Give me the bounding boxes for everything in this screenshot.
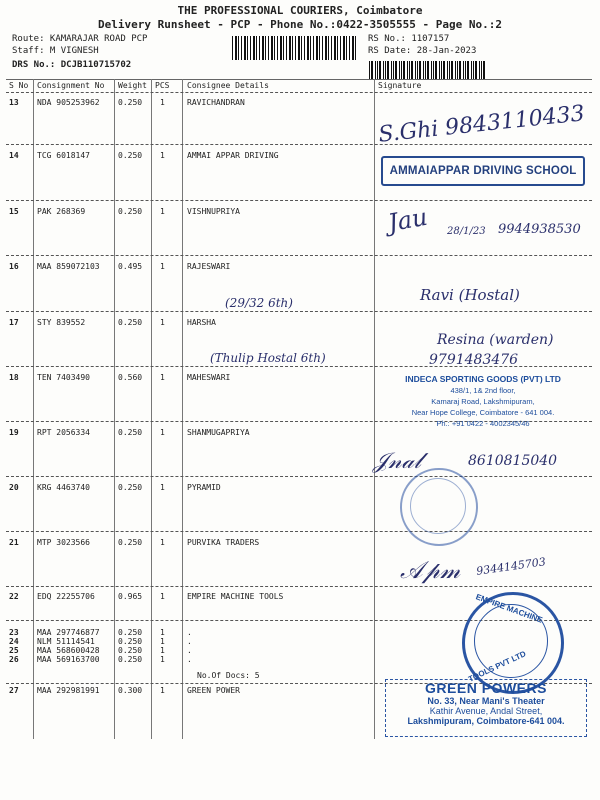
runsheet-subtitle: Delivery Runsheet - PCP - Phone No.:0422-3505555 - Page No.:2	[98, 18, 502, 31]
row-sno: 23	[9, 628, 19, 637]
row-weight: 0.495	[118, 262, 143, 271]
empire-seal-text-side: TOOLS PVT LTD	[467, 649, 528, 684]
phone-row-15: 9944938530	[498, 222, 581, 237]
col-divider	[33, 79, 34, 739]
row-consignment-no: NLM 51114541	[37, 637, 95, 646]
row-sno: 22	[9, 592, 19, 601]
phone-row-19: 8610815040	[468, 453, 558, 469]
row-consignment-no: NDA 905253962	[37, 98, 100, 107]
row-consignee: .	[187, 637, 192, 646]
row-pcs: 1	[160, 628, 165, 637]
col-header-signature: Signature	[378, 81, 422, 90]
row-consignee: PYRAMID	[187, 483, 221, 492]
drs-number: DRS No.: DCJB110715702	[12, 60, 132, 70]
row-separator	[6, 476, 592, 477]
row-separator	[6, 311, 592, 312]
green-powers-address-2: Kathir Avenue, Andal Street,	[429, 706, 543, 716]
date-row-15: 28/1/23	[447, 226, 486, 237]
row-consignee: PURVIKA TRADERS	[187, 538, 260, 547]
row-weight: 0.250	[118, 151, 143, 160]
row-weight: 0.250	[118, 428, 143, 437]
row-pcs: 1	[160, 686, 165, 695]
row-consignment-no: MAA 568600428	[37, 646, 100, 655]
indeca-stamp	[373, 374, 593, 429]
row-consignee: .	[187, 628, 192, 637]
barcode	[232, 36, 357, 60]
row-consignee: AMMAI APPAR DRIVING	[187, 151, 279, 160]
note-row-16: (29/32 6th)	[225, 296, 293, 310]
row-consignee: EMPIRE MACHINE TOOLS	[187, 592, 284, 601]
row-weight: 0.250	[118, 628, 143, 637]
row-pcs: 1	[160, 483, 165, 492]
row-consignment-no: TCG 6018147	[37, 151, 90, 160]
phone-row-17: 9791483476	[429, 352, 519, 368]
col-header-consignment: Consignment No	[37, 81, 105, 90]
row-consignment-no: MAA 569163700	[37, 655, 100, 664]
signature-row-15: Jau	[385, 202, 430, 238]
note-row-17: (Thulip Hostal 6th)	[210, 351, 326, 365]
row-sno: 16	[9, 262, 19, 271]
row-weight: 0.250	[118, 483, 143, 492]
row-consignment-no: EDQ 22255706	[37, 592, 95, 601]
row-weight: 0.250	[118, 538, 143, 547]
row-weight: 0.250	[118, 637, 143, 646]
signature-row-17: Resina (warden)	[437, 332, 554, 348]
row-separator	[6, 255, 592, 256]
indeca-address-2: Kamaraj Road, Lakshmipuram,	[431, 397, 535, 406]
row-separator	[6, 586, 592, 587]
col-header-pcs: PCS	[155, 81, 170, 90]
col-divider	[114, 79, 115, 739]
col-header-sno: S No	[9, 81, 29, 90]
signature-row-21-scrawl: 𝒜𝓅𝓂	[400, 556, 461, 584]
row-separator	[6, 200, 592, 201]
row-consignment-no: MAA 292981991	[37, 686, 100, 695]
row-sno: 13	[9, 98, 19, 107]
row-consignment-no: RPT 2056334	[37, 428, 90, 437]
green-powers-name: GREEN POWERS	[425, 680, 547, 696]
row-consignment-no: MAA 859072103	[37, 262, 100, 271]
barcode-small	[369, 61, 487, 79]
row-sno: 26	[9, 655, 19, 664]
row-weight: 0.250	[118, 646, 143, 655]
row-consignee: .	[187, 655, 192, 664]
green-powers-stamp	[385, 679, 587, 737]
indeca-address-3: Near Hope College, Coimbatore - 641 004.	[411, 408, 555, 417]
row-consignment-no: PAK 268369	[37, 207, 86, 216]
row-pcs: 1	[160, 538, 165, 547]
row-weight: 0.250	[118, 98, 143, 107]
row-separator	[6, 144, 592, 145]
row-sno: 19	[9, 428, 19, 437]
indeca-name: INDECA SPORTING GOODS (PVT) LTD	[405, 374, 561, 384]
row-consignment-no: MTP 3023566	[37, 538, 90, 547]
no-of-docs: No.Of Docs: 5	[197, 671, 260, 680]
green-powers-address-3: Lakshmipuram, Coimbatore-641 004.	[407, 716, 565, 726]
row-consignee: GREEN POWER	[187, 686, 240, 695]
indeca-address-1: 438/1, 1& 2nd floor,	[450, 386, 516, 395]
ammaiappar-stamp: AMMAIAPPAR DRIVING SCHOOL	[381, 156, 585, 186]
empire-seal-text-top: EMPIRE MACHINE	[474, 592, 544, 625]
row-sno: 15	[9, 207, 19, 216]
row-pcs: 1	[160, 151, 165, 160]
row-pcs: 1	[160, 318, 165, 327]
row-consignee: MAHESWARI	[187, 373, 231, 382]
row-separator	[6, 92, 592, 93]
circular-stamp-inner	[410, 478, 466, 534]
row-weight: 0.300	[118, 686, 143, 695]
row-weight: 0.965	[118, 592, 143, 601]
row-sno: 25	[9, 646, 19, 655]
col-header-consignee: Consignee Details	[187, 81, 269, 90]
row-consignee: HARSHA	[187, 318, 216, 327]
col-divider	[151, 79, 152, 739]
row-weight: 0.250	[118, 318, 143, 327]
row-sno: 20	[9, 483, 19, 492]
row-separator	[6, 531, 592, 532]
col-header-weight: Weight	[118, 81, 147, 90]
signature-row-19-scrawl: 𝒥𝓃𝒶𝓁	[373, 449, 422, 474]
row-consignment-no: MAA 297746877	[37, 628, 100, 637]
row-weight: 0.250	[118, 207, 143, 216]
row-pcs: 1	[160, 428, 165, 437]
phone-row-21: 9344145703	[475, 555, 547, 578]
rs-number: RS No.: 1107157	[368, 34, 450, 44]
route-label: Route: KAMARAJAR ROAD PCP	[12, 34, 148, 44]
row-consignee: RAVICHANDRAN	[187, 98, 245, 107]
row-pcs: 1	[160, 373, 165, 382]
col-divider	[182, 79, 183, 739]
row-weight: 0.250	[118, 655, 143, 664]
row-sno: 24	[9, 637, 19, 646]
row-consignee: .	[187, 646, 192, 655]
signature-row-13: S.Ghi 9843110433	[377, 101, 586, 148]
green-powers-address-1: No. 33, Near Mani's Theater	[427, 696, 545, 706]
row-pcs: 1	[160, 207, 165, 216]
indeca-phone: Ph.: +91 0422 - 4002345/46	[436, 419, 530, 428]
row-sno: 18	[9, 373, 19, 382]
table-top-border	[6, 79, 592, 80]
row-pcs: 1	[160, 655, 165, 664]
row-pcs: 1	[160, 637, 165, 646]
row-consignee: RAJESWARI	[187, 262, 231, 271]
row-consignee: VISHNUPRIYA	[187, 207, 240, 216]
row-sno: 14	[9, 151, 19, 160]
company-title: THE PROFESSIONAL COURIERS, Coimbatore	[177, 4, 423, 17]
row-pcs: 1	[160, 262, 165, 271]
row-consignment-no: TEN 7403490	[37, 373, 90, 382]
row-sno: 21	[9, 538, 19, 547]
signature-row-16: Ravi (Hostal)	[420, 286, 520, 304]
row-pcs: 1	[160, 592, 165, 601]
staff-label: Staff: M VIGNESH	[12, 46, 99, 56]
row-sno: 27	[9, 686, 19, 695]
row-weight: 0.560	[118, 373, 143, 382]
row-consignee: SHANMUGAPRIYA	[187, 428, 250, 437]
row-consignment-no: STY 839552	[37, 318, 86, 327]
row-pcs: 1	[160, 646, 165, 655]
rs-date: RS Date: 28-Jan-2023	[368, 46, 477, 56]
row-sno: 17	[9, 318, 19, 327]
row-consignment-no: KRG 4463740	[37, 483, 90, 492]
row-pcs: 1	[160, 98, 165, 107]
